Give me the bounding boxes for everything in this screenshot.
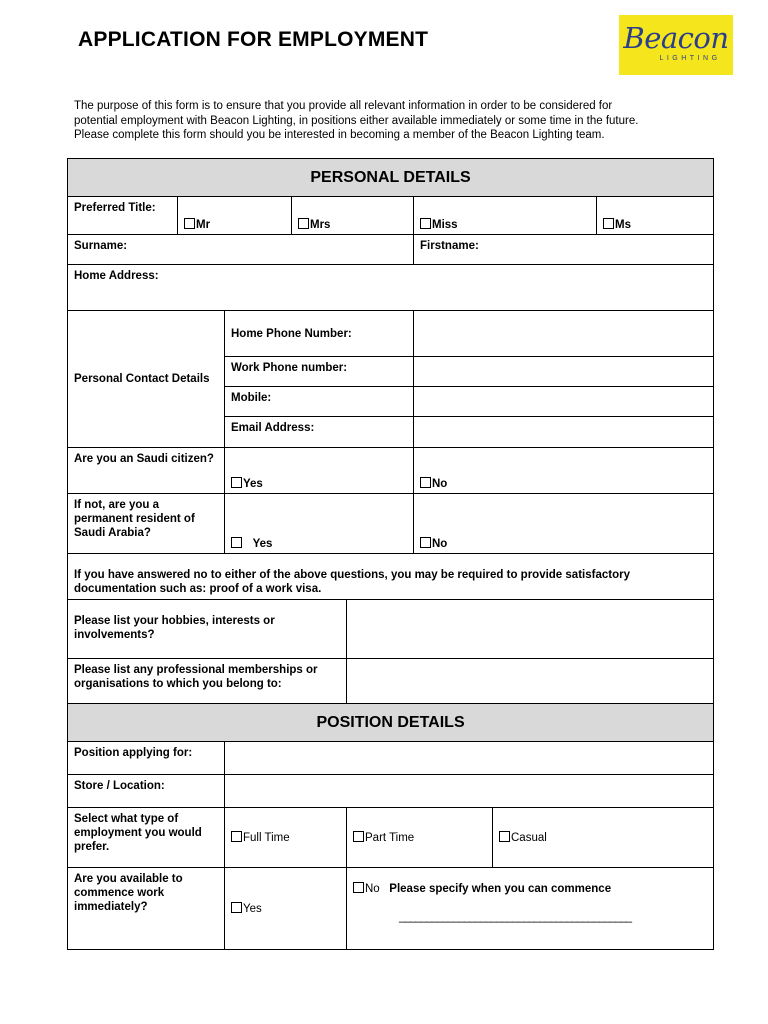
logo-subtitle: LIGHTING (659, 55, 721, 62)
option-label: No (432, 538, 448, 550)
intro-line: Please complete this form should you be interested in becoming a member of the Beacon Lighting team. (74, 129, 605, 141)
firstname-field[interactable] (414, 235, 714, 265)
checkbox-icon[interactable] (298, 218, 309, 229)
checkbox-icon[interactable] (420, 537, 431, 548)
beacon-lighting-logo (619, 15, 733, 75)
hobbies-label: Please list your hobbies, interests or involvements? (68, 600, 347, 659)
availability-no-option[interactable] (347, 868, 714, 950)
employment-option-full-time[interactable] (225, 808, 347, 868)
position-applying-input[interactable] (225, 742, 714, 775)
email-input[interactable] (414, 417, 714, 448)
position-applying-label: Position applying for: (68, 742, 225, 775)
option-label: Part Time (365, 832, 415, 844)
preferred-title-label (68, 197, 178, 235)
commence-specify-label: Please specify when you can commence (389, 883, 612, 895)
logo-wordmark: Beacon (623, 21, 729, 55)
checkbox-icon[interactable] (603, 218, 614, 229)
store-location-label: Store / Location: (68, 775, 225, 808)
checkbox-icon[interactable] (231, 477, 242, 488)
title-option-label: Mr (196, 219, 211, 231)
visa-notice: If you have answered no to either of the above questions, you may be required to provide satisfactory documentation such as: proof of a work visa. (68, 554, 714, 600)
checkbox-icon[interactable] (420, 218, 431, 229)
surname-field[interactable] (68, 235, 414, 265)
store-location-input[interactable] (225, 775, 714, 808)
option-label: Yes (243, 478, 263, 490)
option-label: Yes (252, 538, 273, 550)
checkbox-icon[interactable] (231, 902, 242, 913)
home-phone-input[interactable] (414, 311, 714, 357)
page-title: APPLICATION FOR EMPLOYMENT (78, 28, 429, 51)
memberships-label: Please list any professional memberships or organisations to which you belong to: (68, 659, 347, 704)
work-phone-label: Work Phone number: (225, 357, 414, 387)
mobile-label: Mobile: (225, 387, 414, 417)
title-option-mr[interactable] (178, 197, 292, 235)
intro-paragraph (74, 99, 714, 143)
title-option-label: Mrs (310, 219, 331, 231)
hobbies-input[interactable] (347, 600, 714, 659)
intro-line: potential employment with Beacon Lighting, in positions either available immediately or some time in the future. (74, 114, 639, 127)
citizen-question: Are you an Saudi citizen? (68, 448, 225, 494)
memberships-input[interactable] (347, 659, 714, 704)
option-label: Yes (243, 903, 262, 915)
availability-label: Are you available to commence work immediately? (68, 868, 225, 950)
resident-question: If not, are you a permanent resident of Saudi Arabia? (68, 494, 225, 554)
availability-yes-option[interactable] (225, 868, 347, 950)
resident-yes-option[interactable] (225, 494, 414, 554)
citizen-no-option[interactable] (414, 448, 714, 494)
title-option-label: Ms (615, 219, 631, 231)
citizen-yes-option[interactable] (225, 448, 414, 494)
employment-option-part-time[interactable] (347, 808, 493, 868)
title-option-miss[interactable] (414, 197, 597, 235)
checkbox-icon[interactable] (420, 477, 431, 488)
email-label: Email Address: (225, 417, 414, 448)
firstname-label: Firstname: (420, 240, 479, 252)
checkbox-icon[interactable] (184, 218, 195, 229)
option-label: No (365, 883, 380, 895)
home-address-field[interactable] (68, 265, 714, 311)
title-option-mrs[interactable] (292, 197, 414, 235)
surname-label: Surname: (74, 240, 128, 252)
intro-line: The purpose of this form is to ensure that you provide all relevant information in order to be considered for (74, 100, 613, 112)
preferred-title-label-text: Preferred Title: (74, 202, 156, 214)
employment-form-table (67, 158, 714, 950)
checkbox-icon[interactable] (231, 537, 242, 548)
employment-option-casual[interactable] (493, 808, 714, 868)
option-label: Full Time (243, 832, 290, 844)
title-option-label: Miss (432, 219, 458, 231)
mobile-input[interactable] (414, 387, 714, 417)
option-label: Casual (511, 832, 547, 844)
option-label: No (432, 478, 448, 490)
personal-details-heading: PERSONAL DETAILS (68, 159, 714, 197)
home-address-label: Home Address: (74, 270, 159, 282)
checkbox-icon[interactable] (231, 831, 242, 842)
employment-type-label: Select what type of employment you would prefer. (68, 808, 225, 868)
title-option-ms[interactable] (597, 197, 714, 235)
checkbox-icon[interactable] (353, 882, 364, 893)
commence-date-line[interactable]: ___________________________________________ (399, 911, 632, 923)
home-phone-label: Home Phone Number: (225, 311, 414, 357)
personal-contact-label: Personal Contact Details (68, 311, 225, 448)
checkbox-icon[interactable] (499, 831, 510, 842)
position-details-heading: POSITION DETAILS (68, 704, 714, 742)
checkbox-icon[interactable] (353, 831, 364, 842)
work-phone-input[interactable] (414, 357, 714, 387)
resident-no-option[interactable] (414, 494, 714, 554)
